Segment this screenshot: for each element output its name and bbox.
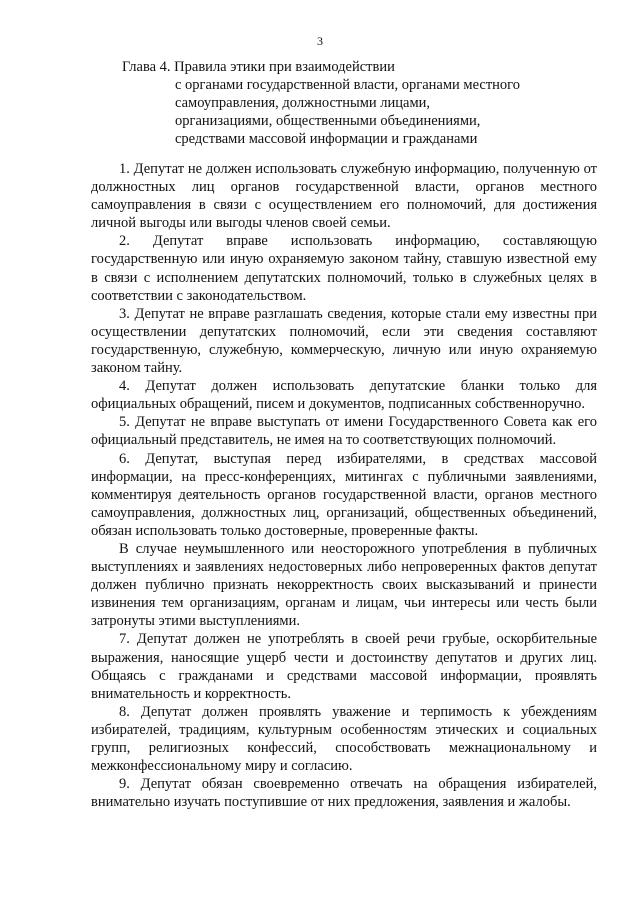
paragraph-7: 7. Депутат должен не употреблять в своей речи грубые, оскорбительные выражения, наносящие ущерб чести и достоинству депутатов и других лиц. Общаясь с гражданами и средствами массовой информации, проявлять внимательность и корректность. [91, 631, 597, 702]
page-number: 3 [317, 34, 323, 48]
chapter-title-line: с органами государственной власти, органами местного [175, 77, 521, 93]
paragraph-6-continuation: В случае неумышленного или неосторожного употребления в публичных выступлениях и заявлениях недостоверных либо непроверенных фактов депутат должен публично признать некорректность своих высказываний и принести извинения тем организациям, органам и лицам, чьи интересы или честь были затронуты этими выступлениями. [91, 540, 597, 630]
paragraph-2: 2. Депутат вправе использовать информацию, составляющую государственную или иную охраняемую законом тайну, ставшую известной ему в связи с исполнением депутатских полномочий, только в служебных целях в соответствии с законодательством. [91, 233, 597, 304]
chapter-title-line: самоуправления, должностными лицами, [175, 95, 431, 111]
chapter-title-line: средствами массовой информации и гражданами [175, 131, 478, 147]
chapter-title-line: Глава 4. Правила этики при взаимодействии [122, 59, 395, 75]
paragraph-3: 3. Депутат не вправе разглашать сведения, которые стали ему известны при осуществлении депутатских полномочий, если эти сведения составляют государственную, служебную, коммерческую, личную или иную охраняемую законом тайну. [91, 305, 597, 377]
paragraph-5: 5. Депутат не вправе выступать от имени Государственного Совета как его официальный представитель, не имея на то соответствующих полномочий. [91, 414, 597, 449]
document-body [91, 160, 597, 811]
paragraph-1: 1. Депутат не должен использовать служебную информацию, полученную от должностных лиц органов государственной власти, органов местного самоуправления в связи с осуществлением его полномочий, для достижения личной выгоды или выгоды членов своей семьи. [91, 161, 597, 232]
chapter-heading [122, 58, 602, 148]
paragraph-4: 4. Депутат должен использовать депутатские бланки только для официальных обращений, писем и документов, подписанных собственноручно. [91, 378, 597, 413]
chapter-title-line: организациями, общественными объединениями, [175, 113, 481, 129]
paragraph-9: 9. Депутат обязан своевременно отвечать на обращения избирателей, внимательно изучать поступившие от них предложения, заявления и жалобы. [91, 776, 597, 811]
paragraph-8: 8. Депутат должен проявлять уважение и терпимость к убеждениям избирателей, традициям, культурным особенностям этических и социальных групп, религиозных конфессий, способствовать межнациональному и межконфессиональному миру и согласию. [91, 703, 597, 775]
paragraph-6: 6. Депутат, выступая перед избирателями, в средствах массовой информации, на пресс-конференциях, митингах с публичными заявлениями, комментируя деятельность органов государственной власти, органов местного самоуправления, должностных лиц, организаций, общественных объединений, обязан использовать только достоверные, проверенные факты. [91, 450, 597, 539]
